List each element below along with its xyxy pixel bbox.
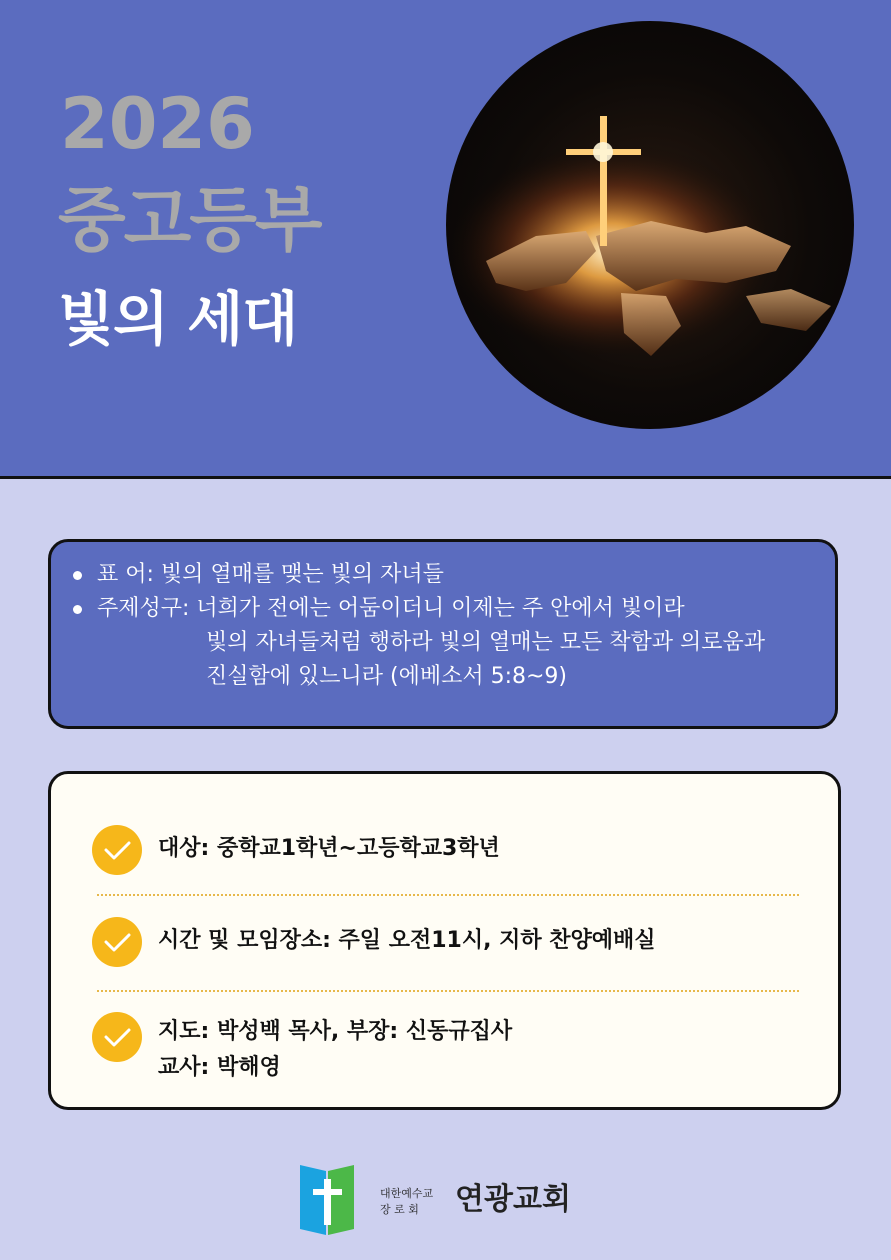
theme-verse-line: 주제성구: 너희가 전에는 어둠이더니 이제는 주 안에서 빛이라: [97, 596, 685, 621]
check-icon: [92, 825, 142, 875]
continent-shape: [746, 289, 831, 331]
bullet-icon: [73, 571, 82, 580]
check-icon: [92, 1012, 142, 1062]
theme-verse-line: 진실함에 있느니라 (에베소서 5:8~9): [206, 664, 568, 689]
info-panel: [48, 771, 841, 1110]
header-banner: [0, 0, 891, 479]
motto-label: 표 어: 빛의 열매를 맺는 빛의 자녀들: [97, 562, 444, 587]
church-name: 연광교회: [455, 1182, 571, 1217]
divider: [97, 894, 799, 896]
leader-info: 지도: 박성백 목사, 부장: 신동규집사: [158, 1019, 513, 1044]
teacher-info: 교사: 박해영: [158, 1055, 281, 1080]
church-logo-icon: [300, 1163, 354, 1243]
slogan-title: 빛의 세대: [58, 285, 298, 353]
target-info: 대상: 중학교1학년~고등학교3학년: [158, 836, 500, 861]
bullet-icon: [73, 605, 82, 614]
hero-image-cross-over-world: [446, 21, 854, 429]
department-title: 중고등부: [58, 179, 321, 261]
time-place-info: 시간 및 모임장소: 주일 오전11시, 지하 찬양예배실: [158, 928, 656, 953]
year-title: 2026: [60, 83, 255, 165]
motto-panel: [48, 539, 838, 729]
denomination-line1: 대한예수교: [380, 1187, 434, 1200]
denomination-line2: 장 로 회: [380, 1203, 419, 1216]
cross-vertical: [600, 116, 607, 246]
theme-verse-line: 빛의 자녀들처럼 행하라 빛의 열매는 모든 착함과 의로움과: [206, 630, 766, 655]
check-icon: [92, 917, 142, 967]
divider: [97, 990, 799, 992]
